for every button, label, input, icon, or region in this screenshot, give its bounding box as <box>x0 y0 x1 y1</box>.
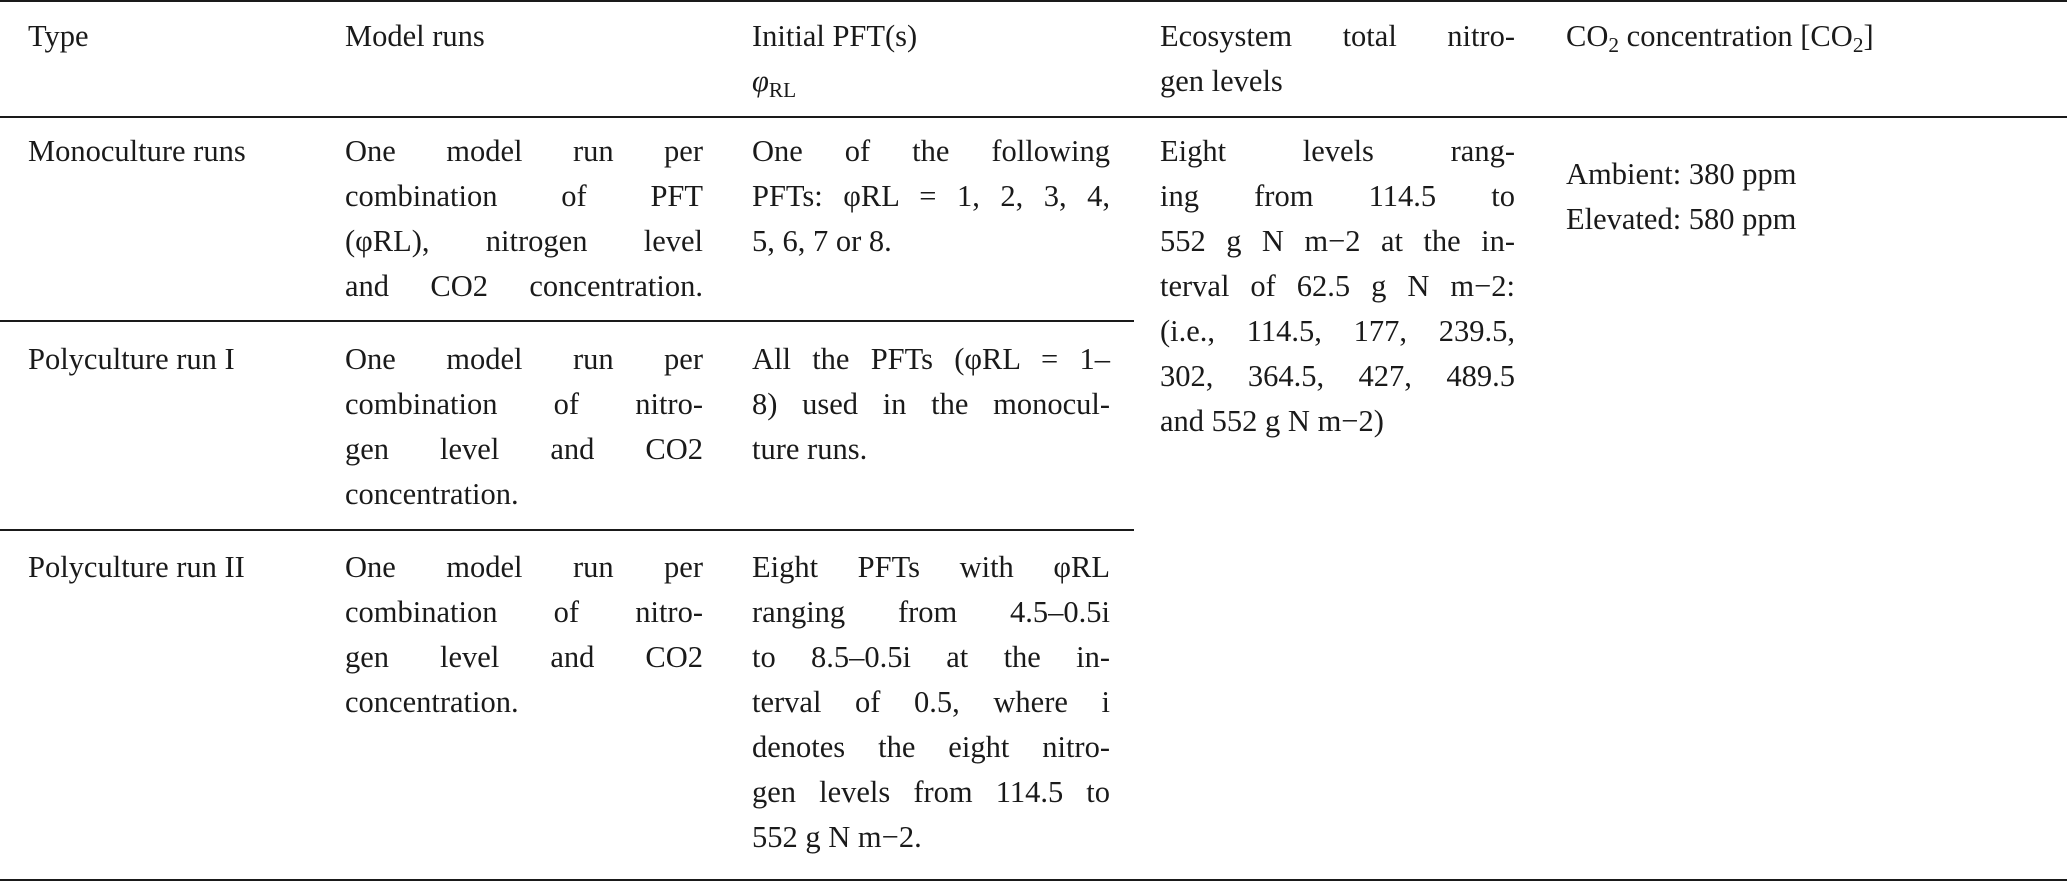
nitrogen-levels-cell: Eight levels rang- ing from 114.5 to 552 g N m−2 at the in- terval of 62.5 g N m−2: (i.e., 114.5, 177, 239.5, 302, 364.5, 427, 489.5 and 552 g N m−2) <box>1160 134 1515 438</box>
row-polyculture-ii-type: Polyculture run II <box>28 550 245 584</box>
phi-rl-symbol: $\varphi_{RL}$ <box>752 64 797 102</box>
table-top-rule <box>0 0 2067 2</box>
row-polyculture-i-pft: All the PFTs (φRL = 1– 8) used in the monocul- ture runs. <box>752 342 1110 466</box>
row-monoculture-pft: One of the following PFTs: φRL = 1, 2, 3, 4, 5, 6, 7 or 8. <box>752 134 1110 258</box>
row-polyculture-ii-pft: Eight PFTs with φRL ranging from 4.5–0.5i to 8.5–0.5i at the in- terval of 0.5, where i denotes the eight nitro- gen levels from 114.5 to 552 g N m−2. <box>752 550 1110 854</box>
row-monoculture-runs: One model run per combination of PFT (φRL), nitrogen level and CO2 concentration. <box>345 134 703 303</box>
table-bottom-rule <box>0 879 2067 881</box>
header-type: Type <box>28 19 89 53</box>
co2-values-cell <box>1566 152 1796 242</box>
row-divider-2 <box>0 529 1134 531</box>
table-header-rule <box>0 116 2067 118</box>
header-co2: $CO_2$ concentration $[CO_2]$ <box>1566 19 1874 57</box>
row-polyculture-i-runs: One model run per combination of nitro- gen level and CO2 concentration. <box>345 342 703 511</box>
header-nitrogen: Ecosystem total nitro- gen levels <box>1160 19 1515 98</box>
row-monoculture-type: Monoculture runs <box>28 134 246 168</box>
row-divider-1 <box>0 320 1134 322</box>
co2-ambient: Ambient: 380 ppm <box>1566 157 1797 191</box>
co2-elevated: Elevated: 580 ppm <box>1566 202 1797 236</box>
header-model-runs: Model runs <box>345 19 485 53</box>
row-polyculture-i-type: Polyculture run I <box>28 342 235 376</box>
header-initial-pft: Initial PFT(s) $\varphi_{RL}$ <box>752 14 917 104</box>
row-polyculture-ii-runs: One model run per combination of nitro- gen level and CO2 concentration. <box>345 550 703 719</box>
